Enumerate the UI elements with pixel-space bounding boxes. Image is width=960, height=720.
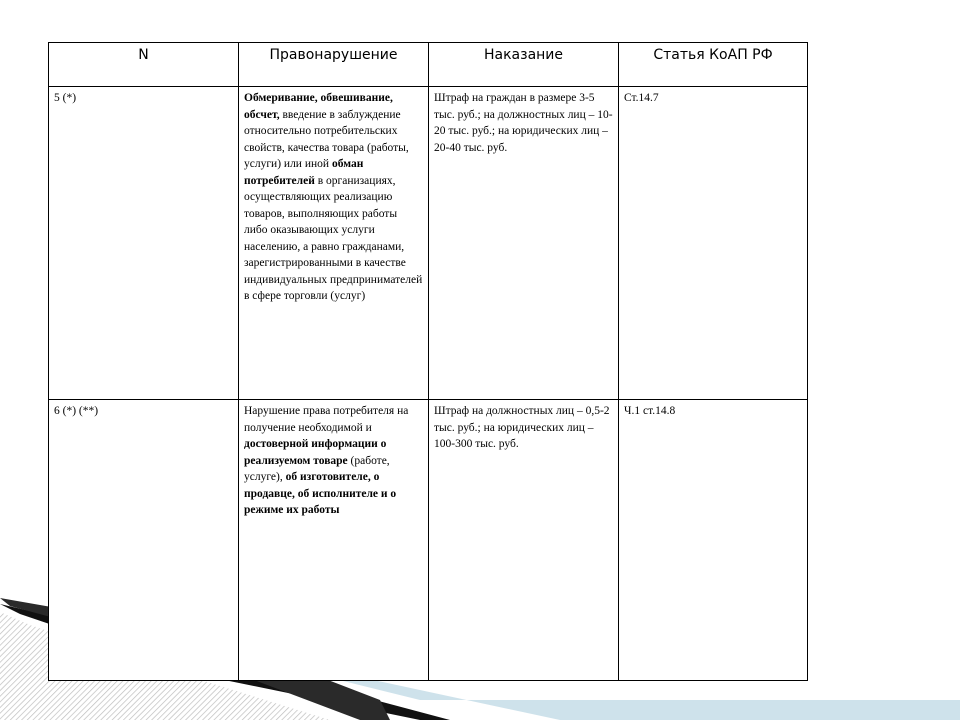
table-row — [49, 400, 808, 681]
header-number: N — [49, 43, 239, 87]
row-number: 5 (*) — [49, 87, 239, 400]
table-row — [49, 87, 808, 400]
row-number: 6 (*) (**) — [49, 400, 239, 681]
table-header-row — [49, 43, 808, 87]
offense-description — [239, 400, 429, 681]
offense-text-bold: достоверной информации о реализуемом товаре — [244, 438, 387, 467]
offense-text-bold: об изготовителе, о продавце, об исполнителе и о режиме их работы — [244, 471, 397, 516]
article-reference: Ст.14.7 — [619, 87, 808, 400]
header-offense: Правонарушение — [239, 43, 429, 87]
header-penalty: Наказание — [429, 43, 619, 87]
offense-text-bold: обман потребителей — [244, 158, 364, 187]
article-reference: Ч.1 ст.14.8 — [619, 400, 808, 681]
header-article: Статья КоАП РФ — [619, 43, 808, 87]
offense-text-bold: Обмеривание, обвешивание, обсчет, — [244, 92, 393, 121]
offense-text: в организациях, осуществляющих реализацию товаров, выполняющих работы либо оказывающих услуги населению, а равно гражданами, зарегистрированными в качестве индивидуальных предпринимателей в сфере торговли (услуг) — [244, 174, 423, 302]
penalty-text: Штраф на должностных лиц – 0,5-2 тыс. руб.; на юридических лиц – 100-300 тыс. руб. — [429, 400, 619, 681]
offense-description — [239, 87, 429, 400]
offenses-table — [48, 42, 808, 681]
offense-text: (работе, услуге), — [244, 454, 390, 483]
offense-text: Нарушение права потребителя на получение необходимой и — [244, 405, 409, 434]
penalty-text: Штраф на граждан в размере 3-5 тыс. руб.; на должностных лиц – 10-20 тыс. руб.; на юридических лиц – 20-40 тыс. руб. — [429, 87, 619, 400]
offense-text: введение в заблуждение относительно потребительских свойств, качества товара (работы, услуги) или иной — [244, 108, 409, 170]
